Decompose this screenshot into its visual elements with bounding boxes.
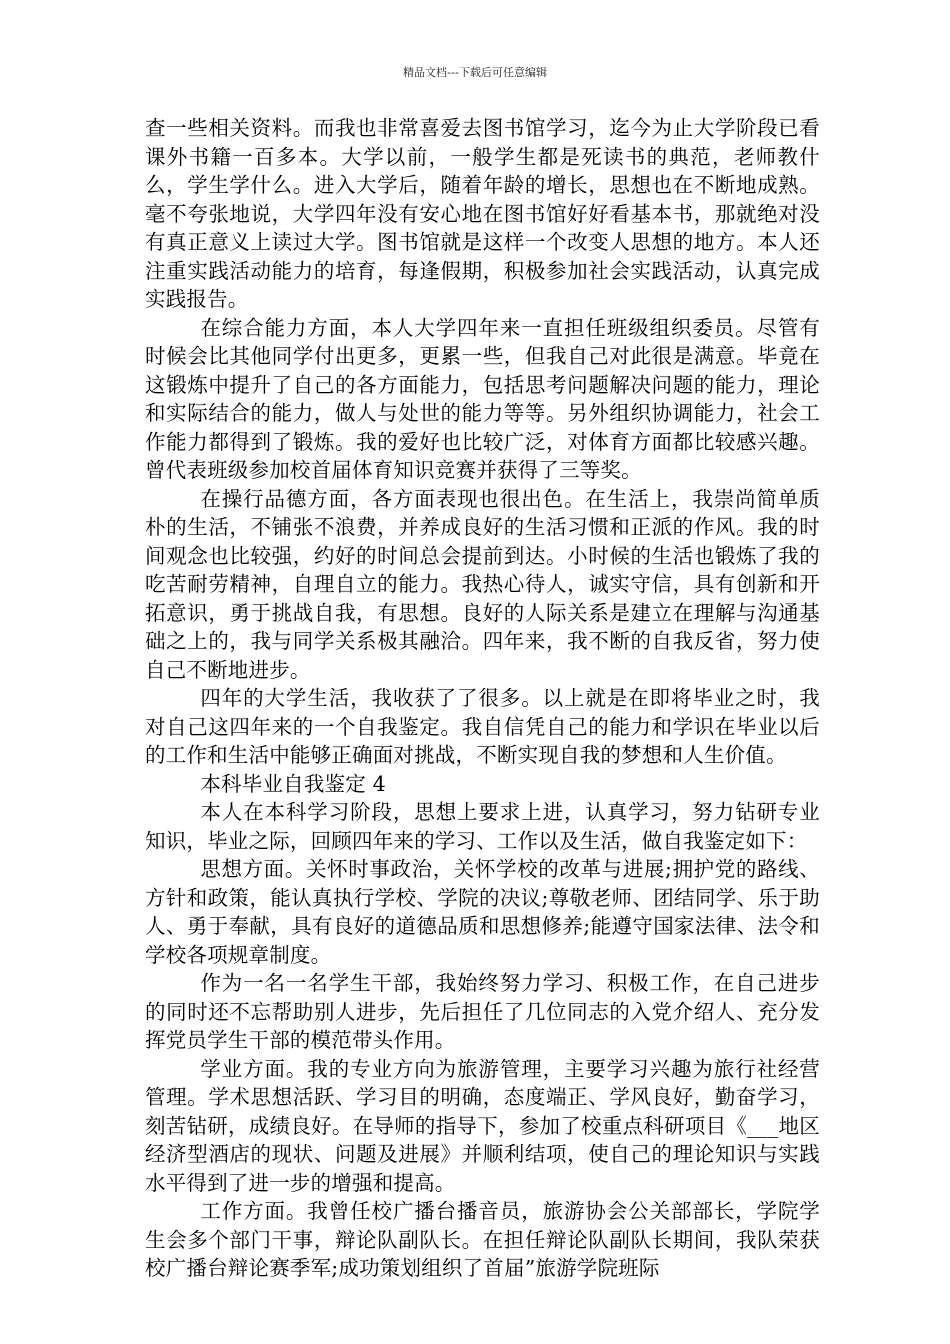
paragraph-ability: 在综合能力方面，本人大学四年来一直担任班级组织委员。尽管有时候会比其他同学付出更多，更累一些，但我自己对此很是满意。毕竟在这锻炼中提升了自己的各方面能力，包括思考问题解决问题的能力，理论和实际结合的能力，做人与处世的能力等等。另外组织协调能力，社会工作能力都得到了锻炼。我的爱好也比较广泛，对体育方面都比较感兴趣。曾代表班级参加校首届体育知识竞赛并获得了三等奖。: [145, 315, 820, 482]
paragraph-academic: 学业方面。我的专业方向为旅游管理，主要学习兴趣为旅行社经营管理。学术思想活跃、学习目的明确，态度端正、学风良好，勤奋学习，刻苦钻研，成绩良好。在导师的指导下，参加了校重点科研项目《___地区经济型酒店的现状、问题及进展》并顺利结项，使自己的理论知识与实践水平得到了进一步的增强和提高。: [145, 1056, 820, 1195]
paragraph-intro: 本人在本科学习阶段，思想上要求上进，认真学习，努力钻研专业知识，毕业之际，回顾四年来的学习、工作以及生活，做自我鉴定如下：: [145, 800, 820, 853]
paragraph-cadre: 作为一名一名学生干部，我始终努力学习、积极工作，在自己进步的同时还不忘帮助别人进步，先后担任了几位同志的入党介绍人、充分发挥党员学生干部的模范带头作用。: [145, 971, 820, 1052]
paragraph-reading: 查一些相关资料。而我也非常喜爱去图书馆学习，迄今为止大学阶段已看课外书籍一百多本。大学以前，一般学生都是死读书的典范，老师教什么，学生学什么。进入大学后，随着年龄的增长，思想也在不断地成熟。毫不夸张地说，大学四年没有安心地在图书馆好好看基本书，那就绝对没有真正意义上读过大学。图书馆就是这样一个改变人思想的地方。本人还注重实践活动能力的培育，每逢假期，积极参加社会实践活动，认真完成实践报告。: [145, 116, 820, 311]
page-header: 精品文档---下载后可任意编辑: [403, 66, 547, 79]
paragraph-work: 工作方面。我曾任校广播台播音员，旅游协会公关部部长，学院学生会多个部门干事，辩论队副队长。在担任辩论队副队长期间，我队荣获校广播台辩论赛季军;成功策划组织了首届”旅游学院班际: [145, 1199, 820, 1280]
paragraph-summary: 四年的大学生活，我收获了了很多。以上就是在即将毕业之时，我对自己这四年来的一个自我鉴定。我自信凭自己的能力和学识在毕业以后的工作和生活中能够正确面对挑战，不断实现自我的梦想和人生价值。: [145, 686, 820, 767]
document-body: [145, 114, 820, 1283]
section-title: 本科毕业自我鉴定 4: [200, 771, 386, 796]
paragraph-conduct: 在操行品德方面，各方面表现也很出色。在生活上，我崇尚简单质朴的生活，不铺张不浪费，并养成良好的生活习惯和正派的作风。我的时间观念也比较强，约好的时间总会提前到达。小时候的生活也锻炼了我的吃苦耐劳精神，自理自立的能力。我热心待人，诚实守信，具有创新和开拓意识，勇于挑战自我，有思想。良好的人际关系是建立在理解与沟通基础之上的，我与同学关系极其融洽。四年来，我不断的自我反省，努力使自己不断地进步。: [145, 486, 820, 682]
paragraph-ideology: 思想方面。关怀时事政治，关怀学校的改革与进展;拥护党的路线、方针和政策，能认真执行学校、学院的决议;尊敬老师、团结同学、乐于助人、勇于奉献，具有良好的道德品质和思想修养;能遵守国家法律、法令和学校各项规章制度。: [145, 857, 820, 967]
